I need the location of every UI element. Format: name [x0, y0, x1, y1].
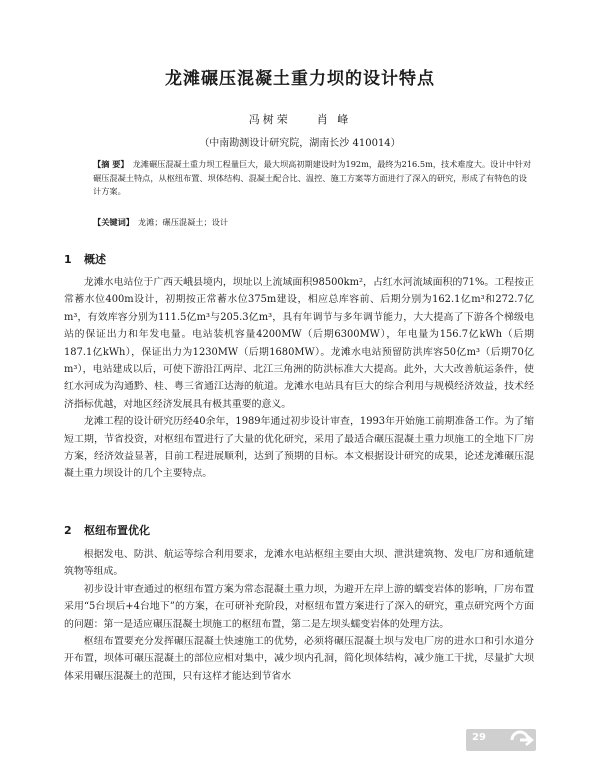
paragraph: 龙滩水电站位于广西天峨县境内，坝址以上流域面积98500km²，占红水河流域面积的71%。工程按正常蓄水位400m设计，初期按正常蓄水位375m建设，相应总库容前、后期分别为162.1亿m³和272.7亿m³，有效库容分别为111.5亿m³与205.3亿m³，具有年调节与多年调节能力，大大提高了下游各个梯级电站的保证出力和年发电量。电站装机容量4200MW（后期6300MW），年电量为156.7亿kWh（后期187.1亿kWh），保证出力为1230MW（后期1680MW）。龙滩水电站预留防洪库容50亿m³（后期70亿m³），电站建成以后，可使下游沿江两岸、北江三角洲的防洪标准大大提高。此外，大大改善航运条件，使红水河成为沟通黔、桂、粤三省通江达海的航道。龙滩水电站具有巨大的综合利用与规模经济效益，技术经济指标优越，对地区经济发展具有极其重要的意义。 — [64, 277, 534, 410]
author-2: 肖 峰 — [316, 113, 352, 126]
section-2-body — [64, 546, 534, 685]
journal-logo-icon — [510, 730, 534, 750]
section-1-body — [64, 274, 534, 483]
section-1-number: 1 — [64, 253, 72, 266]
abstract-text: 龙滩碾压混凝土重力坝工程量巨大，最大坝高初期建设时为192m，最终为216.5m，技术难度大。设计中针对碾压混凝土特点，从枢纽布置、坝体结构、混凝土配合比、温控、施工方案等方面进行了深入的研究，形成了有特色的设计方案。 — [93, 159, 532, 196]
abstract — [93, 158, 533, 199]
author-1: 冯树荣 — [248, 113, 291, 126]
keywords-text: 龙滩；碾压混凝土；设计 — [137, 217, 229, 227]
keywords — [93, 216, 533, 229]
paragraph: 枢纽布置要充分发挥碾压混凝土快速施工的优势，必须将碾压混凝土坝与发电厂房的进水口和引水道分开布置，坝体可碾压混凝土的部位应相对集中，减少坝内孔洞，简化坝体结构，减少施工干扰，尽量扩大坝体采用碾压混凝土的范围，只有这样才能达到节省水 — [64, 636, 534, 682]
keywords-label: 【关键词】 — [93, 217, 134, 227]
section-2-number: 2 — [64, 524, 72, 537]
section-1-heading — [64, 251, 106, 267]
abstract-label: 【摘 要】 — [93, 159, 129, 169]
section-1-title: 概述 — [84, 253, 106, 266]
authors — [0, 111, 600, 127]
paragraph: 龙滩工程的设计研究历经40余年，1989年通过初步设计审查，1993年开始施工前期准备工作。为了缩短工期，节省投资，对枢纽布置进行了大量的优化研究，采用了最适合碾压混凝土重力坝施工的全地下厂房方案，经济效益显著，目前工程进展顺利，达到了预期的目标。本文根据设计研究的成果，论述龙滩碾压混凝土重力坝设计的几个主要特点。 — [64, 416, 534, 480]
paragraph: 根据发电、防洪、航运等综合利用要求，龙滩水电站枢纽主要由大坝、泄洪建筑物、发电厂房和通航建筑物等组成。 — [64, 549, 534, 578]
paragraph: 初步设计审查通过的枢纽布置方案为常态混凝土重力坝，为避开左岸上游的蠕变岩体的影响，厂房布置采用“5台坝后+4台地下”的方案，在可研补充阶段，对枢纽布置方案进行了深入的研究，重点研究两个方面的问题：第一是适应碾压混凝土坝施工的枢纽布置，第二是左坝头蠕变岩体的处理方法。 — [64, 583, 534, 630]
affiliation: （中南勘测设计研究院，湖南长沙 410014） — [199, 138, 401, 149]
paper-title: 龙滩碾压混凝土重力坝的设计特点 — [165, 69, 435, 89]
page-number: 29 — [472, 732, 486, 743]
section-2-title: 枢纽布置优化 — [84, 524, 150, 537]
section-2-heading — [64, 522, 150, 538]
